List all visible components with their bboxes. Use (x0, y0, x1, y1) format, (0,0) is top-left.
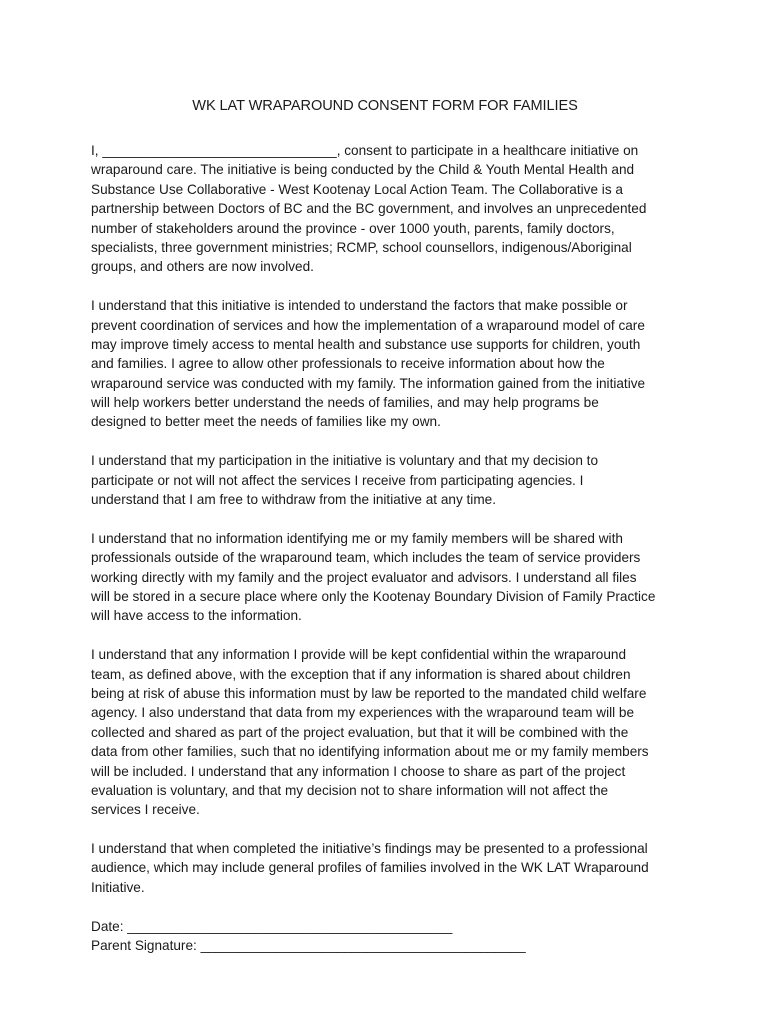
paragraph-confidentiality (91, 645, 691, 820)
signature-block (91, 917, 691, 956)
text-line: services I receive. (91, 802, 200, 818)
text-line: I understand that this initiative is intended to understand the factors that make possible or (91, 298, 628, 314)
parent-signature-field[interactable]: Parent Signature: ___________________________________________ (91, 938, 526, 954)
text-line: designed to better meet the needs of families like my own. (91, 414, 441, 430)
text-line: I understand that no information identifying me or my family members will be shared with (91, 530, 623, 546)
text-line: groups, and others are now involved. (91, 259, 314, 275)
text-line: Initiative. (91, 879, 145, 895)
text-line: understand that I am free to withdraw from the initiative at any time. (91, 492, 496, 508)
text-line: will be included. I understand that any information I choose to share as part of the project (91, 763, 626, 779)
paragraph-initiative-purpose (91, 296, 691, 432)
text-line: partnership between Doctors of BC and the BC government, and involves an unprecedented (91, 201, 647, 217)
text-line: collected and shared as part of the project evaluation, but that it will be combined with the (91, 724, 629, 740)
text-line: team, as defined above, with the exception that if any information is shared about children (91, 666, 631, 682)
text-line: wraparound care. The initiative is being conducted by the Child & Youth Mental Health and (91, 162, 635, 178)
text-line: prevent coordination of services and how the implementation of a wraparound model of care (91, 317, 645, 333)
text-line: will be stored in a secure place where only the Kootenay Boundary Division of Family Practice (91, 588, 656, 604)
text-line: specialists, three government ministries; RCMP, school counsellors, indigenous/Aboriginal (91, 239, 632, 255)
text-line: audience, which may include general profiles of families involved in the WK LAT Wraparound (91, 860, 649, 876)
text-line: I, _______________________________, consent to participate in a healthcare initiative on (91, 143, 639, 158)
text-line: Substance Use Collaborative - West Kootenay Local Action Team. The Collaborative is a (91, 181, 623, 197)
text-line: will have access to the information. (91, 608, 302, 624)
form-title: WK LAT WRAPAROUND CONSENT FORM FOR FAMILIES (192, 98, 578, 114)
document-body (91, 141, 691, 955)
text-line: I understand that any information I provide will be kept confidential within the wraparound (91, 647, 627, 663)
text-line: participate or not will not affect the services I receive from participating agencies. I (91, 472, 584, 488)
text-line: and families. I agree to allow other professionals to receive information about how the (91, 356, 605, 372)
text-line: number of stakeholders around the province - over 1000 youth, parents, family doctors, (91, 220, 615, 236)
paragraph-findings (91, 839, 691, 897)
text-line: I understand that when completed the initiative’s findings may be presented to a professional (91, 841, 648, 857)
paragraph-voluntary-participation (91, 451, 691, 509)
text-line: I understand that my participation in the initiative is voluntary and that my decision to (91, 453, 599, 469)
paragraph-privacy (91, 529, 691, 626)
date-field[interactable]: Date: ___________________________________________ (91, 918, 453, 934)
text-line: working directly with my family and the project evaluator and advisors. I understand all files (91, 569, 637, 585)
text-line: data from other families, such that no identifying information about me or my family members (91, 744, 649, 760)
text-line: may improve timely access to mental health and substance use supports for children, youth (91, 336, 641, 352)
text-line: professionals outside of the wraparound team, which includes the team of service providers (91, 550, 641, 566)
text-line: evaluation is voluntary, and that my decision not to share information will not affect the (91, 782, 609, 798)
text-line: wraparound service was conducted with my family. The information gained from the initiative (91, 375, 646, 391)
paragraph-consent-intro (91, 141, 691, 277)
text-line: being at risk of abuse this information must by law be reported to the mandated child welfare (91, 685, 647, 701)
text-line: will help workers better understand the needs of families, and may help programs be (91, 395, 599, 411)
text-line: agency. I also understand that data from my experiences with the wraparound team will be (91, 705, 635, 721)
